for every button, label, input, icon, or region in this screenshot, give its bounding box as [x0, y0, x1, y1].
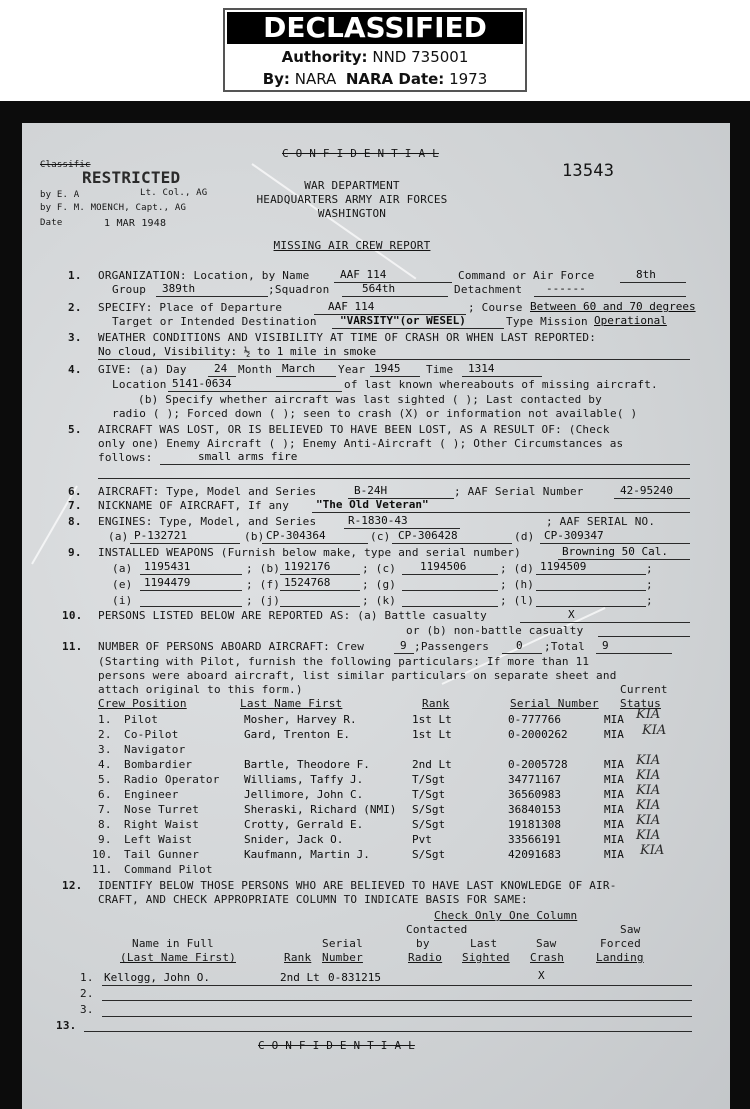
col-contacted-1: Contacted: [406, 923, 468, 936]
section-13-number: 13.: [56, 1019, 77, 1032]
crew-position: Left Waist: [124, 833, 193, 846]
engine-d: CP-309347: [544, 529, 604, 542]
col-name-1: Name in Full: [132, 937, 214, 950]
crew-rank: T/Sgt: [412, 773, 446, 786]
section-11-label: NUMBER OF PERSONS ABOARD AIRCRAFT: Crew: [98, 640, 365, 653]
group-value: 389th: [162, 282, 196, 295]
crew-status: MIA: [604, 728, 624, 741]
crew-serial: 0-777766: [508, 713, 561, 726]
follows-label: follows:: [98, 451, 153, 464]
crew-position: Right Waist: [124, 818, 200, 831]
section-2-label: SPECIFY: Place of Departure: [98, 301, 283, 314]
header-washington: WASHINGTON: [317, 207, 387, 220]
col-rank: Rank: [284, 951, 312, 964]
crew-status-handwritten: KIA: [640, 843, 665, 858]
report-title: MISSING AIR CREW REPORT: [273, 239, 431, 252]
crew-position: Nose Turret: [124, 803, 200, 816]
col-forced-2: Landing: [596, 951, 644, 964]
year-value: 1945: [374, 362, 401, 375]
non-battle-label: or (b) non-battle casualty: [406, 624, 584, 637]
target-label: Target or Intended Destination: [112, 315, 317, 328]
section-6-label: AIRCRAFT: Type, Model and Series: [98, 485, 317, 498]
squadron-value: 564th: [362, 282, 396, 295]
aircraft-type: B-24H: [354, 484, 388, 497]
location-value: 5141-0634: [172, 377, 232, 390]
crew-position: Radio Operator: [124, 773, 220, 786]
section-4b-line-1: (b) Specify whether aircraft was last sighted ( ); Last contacted by: [138, 393, 602, 406]
weapon-d: 1194509: [540, 560, 587, 573]
section-3-number: 3.: [68, 331, 82, 344]
classif-line-4: Lt. Col., AG: [140, 188, 208, 198]
crew-status-handwritten: KIA: [636, 707, 661, 722]
section-11-number: 11.: [62, 640, 83, 653]
crew-rank: T/Sgt: [412, 788, 446, 801]
header-rank: Rank: [422, 697, 450, 710]
classif-line-3: by E. A: [40, 190, 80, 200]
col-serial-2: Number: [322, 951, 363, 964]
section-1-label: ORGANIZATION: Location, by Name: [98, 269, 310, 282]
crew-rank: 2nd Lt: [412, 758, 452, 771]
crew-name: Sheraski, Richard (NMI): [244, 803, 397, 816]
header-current: Current: [620, 683, 668, 696]
course-value: Between 60 and 70 degrees: [530, 300, 696, 313]
section-9-label: INSTALLED WEAPONS (Furnish below make, type and serial number): [98, 546, 521, 559]
crew-name: Jellimore, John C.: [244, 788, 364, 801]
crew-status: MIA: [604, 713, 624, 726]
mission-label: Type Mission: [506, 315, 588, 328]
engine-c: CP-306428: [398, 529, 458, 542]
form-paper: C O N F I D E N T I A L 13543 Classific RESTRICTED by E. A Lt. Col., AG by F. M. MOENCH, Capt., AG Date 1 MAR 1948 WAR DEPARTMENT HEADQUARTERS ARMY AIR FORCES WASHINGTON MISSING AIR CREW REPORT 1. ORGANIZATION: Location, by Name AAF 114 Command or Air Force 8th Group 389th ;Squadron 564th Detachment ------ 2. SPECIFY: Place of Departure AAF 114 ; Course Between 60 and 70 degrees Target or Intended Destination "VARSITY"(or WESEL) Type Mission Operational 3. WEATHER CONDITIONS AND VISIBILITY AT TIME OF CRASH OR WHEN LAST REPORTED: No cloud, Visibility: ½ to 1 mile in smoke 4. GIVE: (a) Day 24 Month March Year 1945 Time 1314 Location 5141-0634 of last known whereabouts of missing aircraft. (b) Specify whether aircraft was last sighted ( ); Last contacted by radio ( ); Forced down ( ); seen to crash (X) or information not available( ) 5. AIRCRAFT WAS LOST, OR IS BELIEVED TO HAVE BEEN LOST, AS A RESULT OF: (Check only one) Enemy Aircraft ( ); Enemy Anti-Aircraft ( ); Other Circumstances as follows: small arms fire 6. AIRCRAFT: Type, Model and Series B-24H ; AAF Serial Number 42-95240 7. NICKNAME OF AIRCRAFT, If any "The Old Veteran" 8. ENGINES: Type, Model, and Series R-1830-43 ; AAF SERIAL NO. (a) P-132721 (b) CP-304364 (c) CP-306428 (d) CP-309347 9. INSTALLED WEAPONS (Furnish below make, type and serial number) Browning 50 Cal. (a) 1195431 ; (b) 1192176 ; (c) 1194506 ; (d) 1194509 ; (e) 1194479 ; (f) 1524768 ; (g) ; (h) ; (i) ; (j) ; (k) ; (l) ; 10. PERSONS LISTED BELOW ARE REPORTED AS: (a) Battle casualty X or (b) non-battle casualty 11. NUMBER OF PERSONS ABOARD AIRCRAFT: Crew 9 ;Passengers 0 ;Total 9 (Starting with Pilot, furnish the following particulars: If more than 11 persons were aboard aircraft, list similar particulars on separate sheet and attach original to this form.) Current Crew Position Last Name First Rank Serial Number Status 1. Pilot Mosher, Harvey R. 1st Lt 0-777766 MIA KIA 2. Co-Pilot Gard, Trenton E. 1st Lt 0-2000262 MIA KIA 3. Navigator 4. Bombardier Bartle, Theodore F. 2nd Lt 0-2005728 MIA KIA 5. Radio Operator Williams, Taffy J. T/Sgt 34771167 MIA KIA 6. Engineer Jellimore, John C. T/Sgt 36560983 MIA KIA 7. Nose Turret Sheraski, Richard (NMI) S/Sgt 36840153 MIA KIA 8. Right Waist Crotty, Gerrald E. S/Sgt 19181308 MIA KIA 9. Left Waist Snider, Jack O. Pvt 33566191 MIA KIA 10. Tail Gunner Kaufmann, Martin J. S/Sgt 42091683 MIA KIA 11. Command Pilot 12. IDENTIFY BELOW THOSE PERSONS WHO ARE BELIEVED TO HAVE LAST KNOWLEDGE OF AIR- CRAFT, AND CHECK APPROPRIATE COLUMN TO INDICATE BASIS FOR SAME: Check Only One Column Contacted Saw Name in Full Serial by Last Saw Forced (Last Name First) Rank Number Radio Sighted Crash Landing 1. Kellogg, John O. 2nd Lt 0-831215 X 2. 3. 13. C O N F I D E N T I A L: [22, 123, 730, 1109]
passengers-count: 0: [516, 639, 523, 652]
month-value: March: [282, 362, 316, 375]
stamp-by: By: NARA NARA Date: 1973: [262, 70, 488, 88]
org-location: AAF 114: [340, 268, 387, 281]
col-forced-0: Saw: [620, 923, 641, 936]
col-forced-1: Forced: [600, 937, 641, 950]
scanned-document: [0, 101, 750, 1109]
crew-serial: 42091683: [508, 848, 561, 861]
col-name-2: (Last Name First): [120, 951, 236, 964]
section-8-number: 8.: [68, 515, 82, 528]
header-aaf: HEADQUARTERS ARMY AIR FORCES: [256, 193, 448, 206]
classif-line-6: Date: [40, 218, 63, 228]
squadron-label: ;Squadron: [268, 283, 330, 296]
section-12-number: 12.: [62, 879, 83, 892]
target-value: "VARSITY"(or WESEL): [340, 314, 466, 327]
section-4-number: 4.: [68, 363, 82, 376]
time-label: Time: [426, 363, 454, 376]
aaf-serial-value: 42-95240: [620, 484, 673, 497]
section-12-line-1: IDENTIFY BELOW THOSE PERSONS WHO ARE BELIEVED TO HAVE LAST KNOWLEDGE OF AIR-: [98, 879, 617, 892]
crew-status: MIA: [604, 758, 624, 771]
total-count: 9: [602, 639, 609, 652]
col-saw-1: Saw: [536, 937, 557, 950]
mission-value: Operational: [594, 314, 667, 327]
section-5-line-1: AIRCRAFT WAS LOST, OR IS BELIEVED TO HAVE BEEN LOST, AS A RESULT OF: (Check: [98, 423, 610, 436]
section-4b-line-2: radio ( ); Forced down ( ); seen to crash (X) or information not available( ): [112, 407, 638, 420]
col-serial-1: Serial: [322, 937, 363, 950]
crew-serial: 36840153: [508, 803, 561, 816]
witness-name: Kellogg, John O.: [104, 971, 210, 984]
crew-position: Command Pilot: [124, 863, 213, 876]
col-last-1: Last: [470, 937, 498, 950]
crew-status-handwritten: KIA: [636, 828, 661, 843]
command-value: 8th: [636, 268, 656, 281]
crew-status-handwritten: KIA: [636, 783, 661, 798]
crew-status-handwritten: KIA: [642, 723, 667, 738]
crew-rank: S/Sgt: [412, 848, 446, 861]
day-value: 24: [214, 362, 228, 375]
departure-value: AAF 114: [328, 300, 375, 313]
follows-value: small arms fire: [198, 450, 298, 463]
crew-name: Snider, Jack O.: [244, 833, 344, 846]
crew-name: Crotty, Gerrald E.: [244, 818, 364, 831]
detachment-value: ------: [546, 282, 586, 295]
section-8-label: ENGINES: Type, Model, and Series: [98, 515, 317, 528]
section-5-line-2: only one) Enemy Aircraft ( ); Enemy Anti-Aircraft ( ); Other Circumstances as: [98, 437, 624, 450]
aaf-serial-label: ; AAF Serial Number: [454, 485, 584, 498]
aircraft-nickname: "The Old Veteran": [316, 498, 429, 511]
weapon-a: 1195431: [144, 560, 191, 573]
weapons-make: Browning 50 Cal.: [562, 545, 668, 558]
weapon-c: 1194506: [420, 560, 467, 573]
group-label: Group: [112, 283, 147, 296]
witness-rank: 2nd Lt: [280, 971, 320, 984]
total-label: ;Total: [544, 640, 585, 653]
section-11-instr-3: attach original to this form.): [98, 683, 303, 696]
crew-status-handwritten: KIA: [636, 798, 661, 813]
crew-serial: 36560983: [508, 788, 561, 801]
stamp-authority: Authority: NND 735001: [281, 48, 469, 66]
command-label: Command or Air Force: [458, 269, 595, 282]
section-11-instr-2: persons were aboard aircraft, list similar particulars on separate sheet and: [98, 669, 617, 682]
section-7-number: 7.: [68, 499, 82, 512]
crew-rank: S/Sgt: [412, 803, 446, 816]
crew-name: Mosher, Harvey R.: [244, 713, 357, 726]
crew-serial: 34771167: [508, 773, 561, 786]
header-last-name-first: Last Name First: [240, 697, 343, 710]
classif-line-5: by F. M. MOENCH, Capt., AG: [40, 203, 187, 213]
crew-position: Pilot: [124, 713, 159, 726]
crew-position: Engineer: [124, 788, 179, 801]
classif-date: 1 MAR 1948: [104, 218, 167, 229]
header-serial-number: Serial Number: [510, 697, 599, 710]
stamp-title: DECLASSIFIED: [227, 12, 523, 44]
header-status: Status: [620, 697, 661, 710]
crew-rank: 1st Lt: [412, 728, 452, 741]
crew-serial: 33566191: [508, 833, 561, 846]
crew-position: Tail Gunner: [124, 848, 200, 861]
weapon-b: 1192176: [284, 560, 331, 573]
crew-name: Gard, Trenton E.: [244, 728, 350, 741]
year-label: Year: [338, 363, 366, 376]
witness-serial: 0-831215: [328, 971, 381, 984]
section-7-label: NICKNAME OF AIRCRAFT, If any: [98, 499, 290, 512]
header-war-department: WAR DEPARTMENT: [304, 179, 400, 192]
crew-status-handwritten: KIA: [636, 753, 661, 768]
crew-position: Navigator: [124, 743, 186, 756]
section-4-label: GIVE: (a) Day: [98, 363, 187, 376]
col-last-2: Sighted: [462, 951, 510, 964]
location-label: Location: [112, 378, 167, 391]
classification-bottom: C O N F I D E N T I A L: [258, 1039, 415, 1052]
crew-status: MIA: [604, 773, 624, 786]
crew-name: Kaufmann, Martin J.: [244, 848, 370, 861]
crew-rank: S/Sgt: [412, 818, 446, 831]
section-5-number: 5.: [68, 423, 82, 436]
crew-name: Williams, Taffy J.: [244, 773, 364, 786]
crew-serial: 0-2005728: [508, 758, 568, 771]
section-6-number: 6.: [68, 485, 82, 498]
crew-status: MIA: [604, 788, 624, 801]
engine-b: CP-304364: [266, 529, 326, 542]
crew-position: Bombardier: [124, 758, 193, 771]
section-3-label: WEATHER CONDITIONS AND VISIBILITY AT TIME OF CRASH OR WHEN LAST REPORTED:: [98, 331, 597, 344]
weapon-e: 1194479: [144, 576, 191, 589]
section-12-line-2: CRAFT, AND CHECK APPROPRIATE COLUMN TO INDICATE BASIS FOR SAME:: [98, 893, 528, 906]
col-saw-2: Crash: [530, 951, 565, 964]
witness-saw-crash-mark: X: [538, 969, 545, 982]
section-2-number: 2.: [68, 301, 82, 314]
document-number: 13543: [562, 161, 615, 181]
crew-name: Bartle, Theodore F.: [244, 758, 370, 771]
section-10-label: PERSONS LISTED BELOW ARE REPORTED AS: (a) Battle casualty: [98, 609, 487, 622]
crew-status-handwritten: KIA: [636, 768, 661, 783]
crew-status-handwritten: KIA: [636, 813, 661, 828]
weapon-f: 1524768: [284, 576, 331, 589]
declassified-stamp: [223, 8, 527, 92]
crew-status: MIA: [604, 833, 624, 846]
col-contacted-3: Radio: [408, 951, 443, 964]
header-crew-position: Crew Position: [98, 697, 187, 710]
crew-serial: 19181308: [508, 818, 561, 831]
crew-rank: Pvt: [412, 833, 432, 846]
time-value: 1314: [468, 362, 495, 375]
passengers-label: ;Passengers: [414, 640, 490, 653]
crew-serial: 0-2000262: [508, 728, 568, 741]
crew-status: MIA: [604, 848, 624, 861]
classification-top: C O N F I D E N T I A L: [282, 147, 439, 160]
section-10-number: 10.: [62, 609, 83, 622]
course-label: ; Course: [468, 301, 523, 314]
crew-count: 9: [400, 639, 407, 652]
section-11-instr-1: (Starting with Pilot, furnish the following particulars: If more than 11: [98, 655, 590, 668]
crew-rank: 1st Lt: [412, 713, 452, 726]
check-one-column: Check Only One Column: [434, 909, 578, 922]
detachment-label: Detachment: [454, 283, 523, 296]
section-9-number: 9.: [68, 546, 82, 559]
month-label: Month: [238, 363, 273, 376]
col-contacted-2: by: [416, 937, 430, 950]
engine-serial-label: ; AAF SERIAL NO.: [546, 515, 656, 528]
crew-status: MIA: [604, 818, 624, 831]
weather-value: No cloud, Visibility: ½ to 1 mile in smoke: [98, 345, 377, 358]
engine-type: R-1830-43: [348, 514, 408, 527]
section-1-number: 1.: [68, 269, 82, 282]
classif-line-1: Classific: [40, 160, 91, 170]
location-tail: of last known whereabouts of missing aircraft.: [344, 378, 658, 391]
engine-a: P-132721: [134, 529, 187, 542]
crew-status: MIA: [604, 803, 624, 816]
crew-position: Co-Pilot: [124, 728, 179, 741]
restricted-stamp: RESTRICTED: [82, 168, 181, 187]
battle-casualty-mark: X: [568, 608, 575, 621]
